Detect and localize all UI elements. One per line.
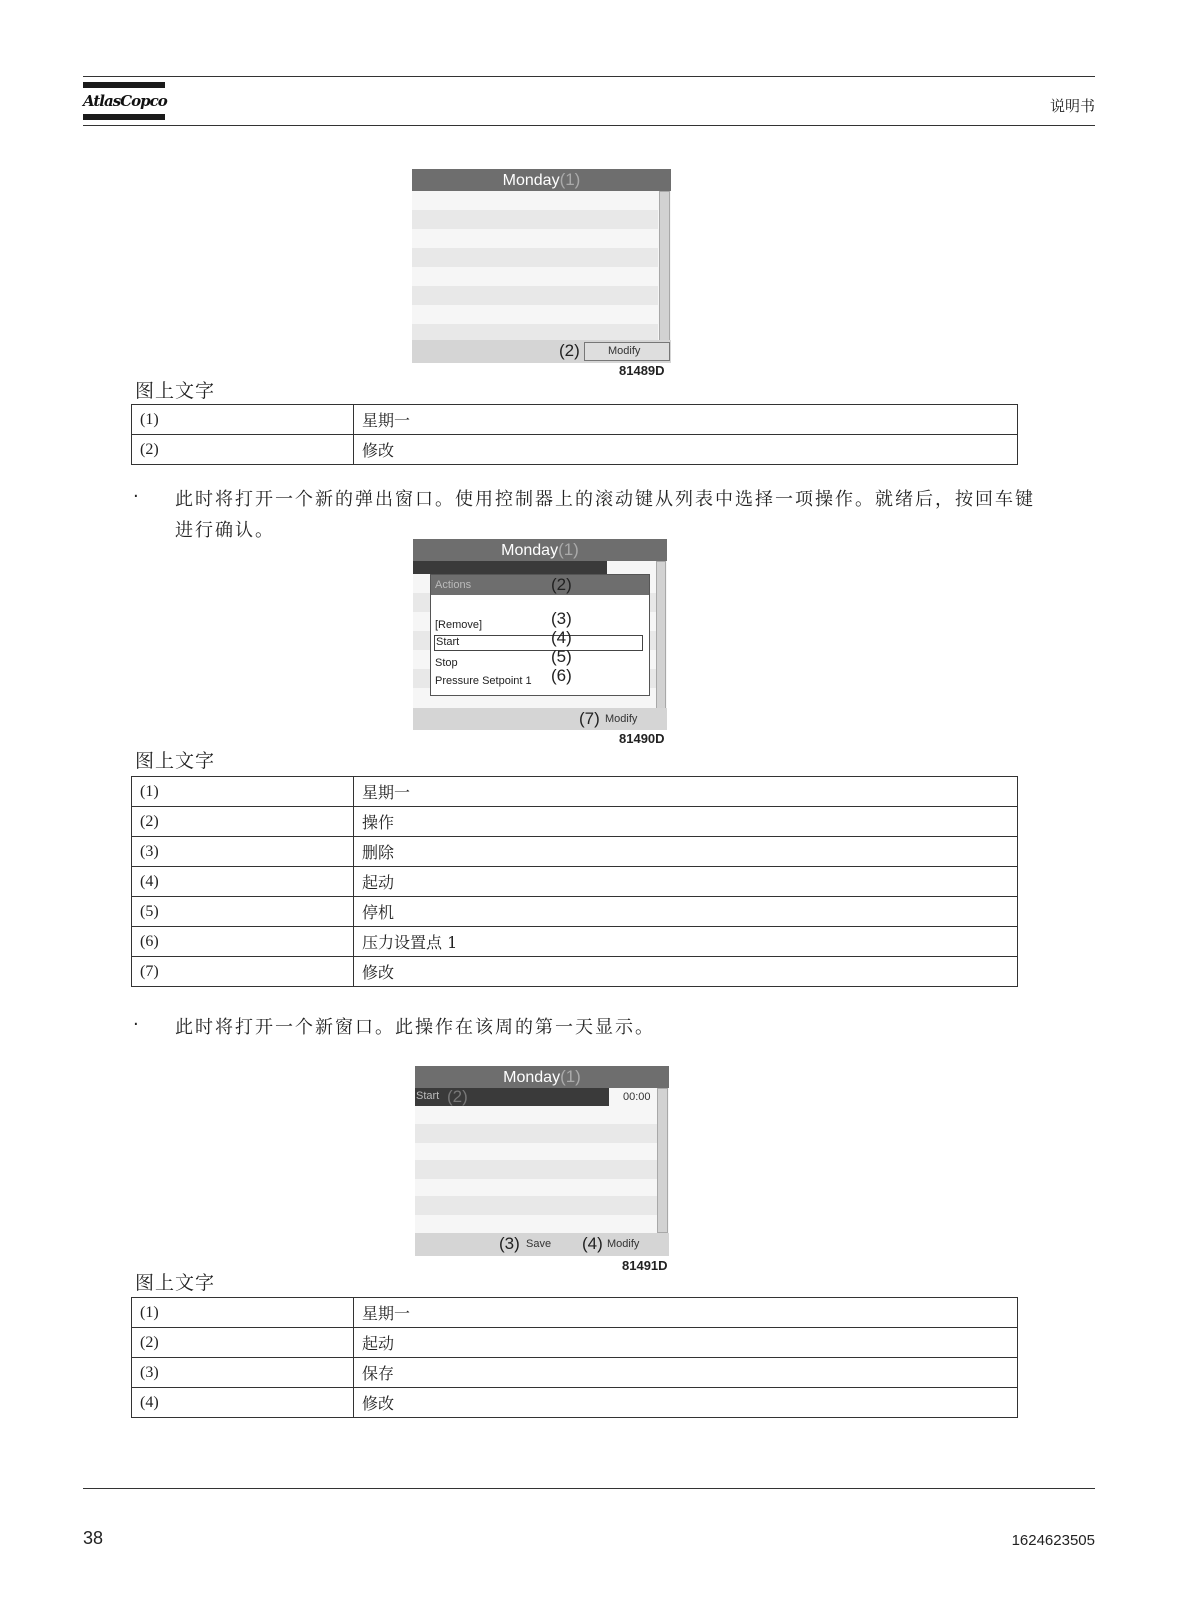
logo-text: AtlasCopco <box>83 92 167 110</box>
callout-meaning: 起动 <box>354 867 1018 897</box>
legend-table-1 <box>131 404 1018 465</box>
callout-number: (1) <box>132 405 354 435</box>
instruction-text: 此时将打开一个新的弹出窗口。使用控制器上的滚动键从列表中选择一项操作。就绪后，按回车键进行确认。 <box>175 489 1035 541</box>
modify-button-label: Modify <box>605 713 638 725</box>
footer-rule <box>83 1488 1095 1489</box>
legend-table-3 <box>131 1297 1018 1418</box>
callout-meaning: 压力设置点 1 <box>354 927 1018 957</box>
callout-number: (2) <box>132 435 354 465</box>
callout-number: (4) <box>132 1388 354 1418</box>
figure-id: 81489D <box>619 363 665 378</box>
legend-table-2 <box>131 776 1018 987</box>
row-time: 00:00 <box>623 1091 651 1103</box>
page-number: 38 <box>83 1528 104 1548</box>
bullet: · <box>133 1014 139 1035</box>
screen-title: Monday <box>501 542 559 559</box>
header-rule-top <box>83 76 1095 77</box>
callout-meaning: 操作 <box>354 807 1018 837</box>
callout-meaning: 起动 <box>354 1328 1018 1358</box>
modify-button-label: Modify <box>608 345 641 357</box>
screen-title: Monday <box>503 1069 561 1086</box>
screenshot-actions-popup <box>413 539 667 730</box>
callout-number: (2) <box>132 807 354 837</box>
scrollbar <box>657 1088 668 1233</box>
modify-button <box>584 342 670 361</box>
button-bar <box>412 340 671 363</box>
scrollbar <box>656 561 666 709</box>
action-stop[interactable]: Stop <box>435 657 458 669</box>
action-remove[interactable]: [Remove] <box>435 619 483 631</box>
callout-modify: (4) <box>582 1234 603 1253</box>
figure-id: 81490D <box>619 731 665 746</box>
button-bar <box>415 1233 669 1256</box>
save-button-label: Save <box>526 1238 552 1250</box>
screen-title-bar <box>412 169 671 191</box>
callout-title: (1) <box>559 170 581 189</box>
callout-number: (4) <box>132 867 354 897</box>
callout-meaning: 修改 <box>354 957 1018 987</box>
callout-remove: (3) <box>551 609 572 628</box>
action-pressure-setpoint[interactable]: Pressure Setpoint 1 <box>435 675 532 687</box>
actions-popup <box>430 574 650 696</box>
action-start-selected[interactable] <box>434 635 643 651</box>
action-start: Start <box>436 636 460 648</box>
callout-meaning: 保存 <box>354 1358 1018 1388</box>
bullet: · <box>133 486 139 507</box>
callout-number: (1) <box>132 1298 354 1328</box>
screenshot-monday-start <box>415 1066 669 1256</box>
figure-caption: 图上文字 <box>135 750 216 772</box>
table-row <box>132 897 1018 927</box>
table-row <box>132 807 1018 837</box>
callout-meaning: 修改 <box>354 1388 1018 1418</box>
header-rule-bottom <box>83 125 1095 126</box>
callout-meaning: 删除 <box>354 837 1018 867</box>
popup-title: Actions <box>435 579 472 591</box>
callout-title: (1) <box>560 1067 581 1086</box>
callout-popup: (2) <box>551 575 572 594</box>
row-label: Start <box>416 1090 440 1102</box>
callout-modify: (7) <box>579 709 600 728</box>
callout-number: (3) <box>132 837 354 867</box>
callout-meaning: 星期一 <box>354 777 1018 807</box>
table-row <box>132 1358 1018 1388</box>
figure-caption: 图上文字 <box>135 380 216 402</box>
callout-number: (5) <box>132 897 354 927</box>
callout-meaning: 修改 <box>354 435 1018 465</box>
callout-number: (2) <box>132 1328 354 1358</box>
callout-title: (1) <box>558 540 579 559</box>
callout-number: (3) <box>132 1358 354 1388</box>
screen-title-bar <box>415 1066 669 1088</box>
document-number: 1624623505 <box>1011 1532 1095 1549</box>
modify-button-label: Modify <box>607 1238 640 1250</box>
table-row <box>132 1298 1018 1328</box>
table-row <box>132 927 1018 957</box>
atlas-copco-logo <box>83 82 165 124</box>
button-bar <box>413 708 667 730</box>
callout-meaning: 停机 <box>354 897 1018 927</box>
callout-meaning: 星期一 <box>354 405 1018 435</box>
scrollbar <box>659 191 670 341</box>
callout-meaning: 星期一 <box>354 1298 1018 1328</box>
popup-title-bar <box>431 575 649 595</box>
callout-save: (3) <box>499 1234 520 1253</box>
selected-row[interactable] <box>415 1088 609 1106</box>
table-row <box>132 957 1018 987</box>
table-row <box>132 405 1018 435</box>
instruction-text: 此时将打开一个新窗口。此操作在该周的第一天显示。 <box>175 1017 655 1038</box>
table-row <box>132 777 1018 807</box>
figure-caption: 图上文字 <box>135 1272 216 1294</box>
callout-number: (6) <box>132 927 354 957</box>
screen-title: Monday <box>502 172 560 189</box>
document-title: 说明书 <box>1049 97 1095 115</box>
callout-pressure: (6) <box>551 666 572 685</box>
callout-number: (1) <box>132 777 354 807</box>
table-row <box>132 1388 1018 1418</box>
table-row <box>132 1328 1018 1358</box>
figure-id: 81491D <box>622 1258 668 1273</box>
callout-row: (2) <box>447 1087 468 1106</box>
table-row <box>132 867 1018 897</box>
callout-start: (4) <box>551 628 572 647</box>
callout-number: (7) <box>132 957 354 987</box>
table-row <box>132 435 1018 465</box>
screen-title-bar <box>413 539 667 561</box>
screenshot-monday-empty <box>412 169 671 363</box>
table-row <box>132 837 1018 867</box>
callout-stop: (5) <box>551 647 572 666</box>
callout-modify: (2) <box>559 341 580 360</box>
